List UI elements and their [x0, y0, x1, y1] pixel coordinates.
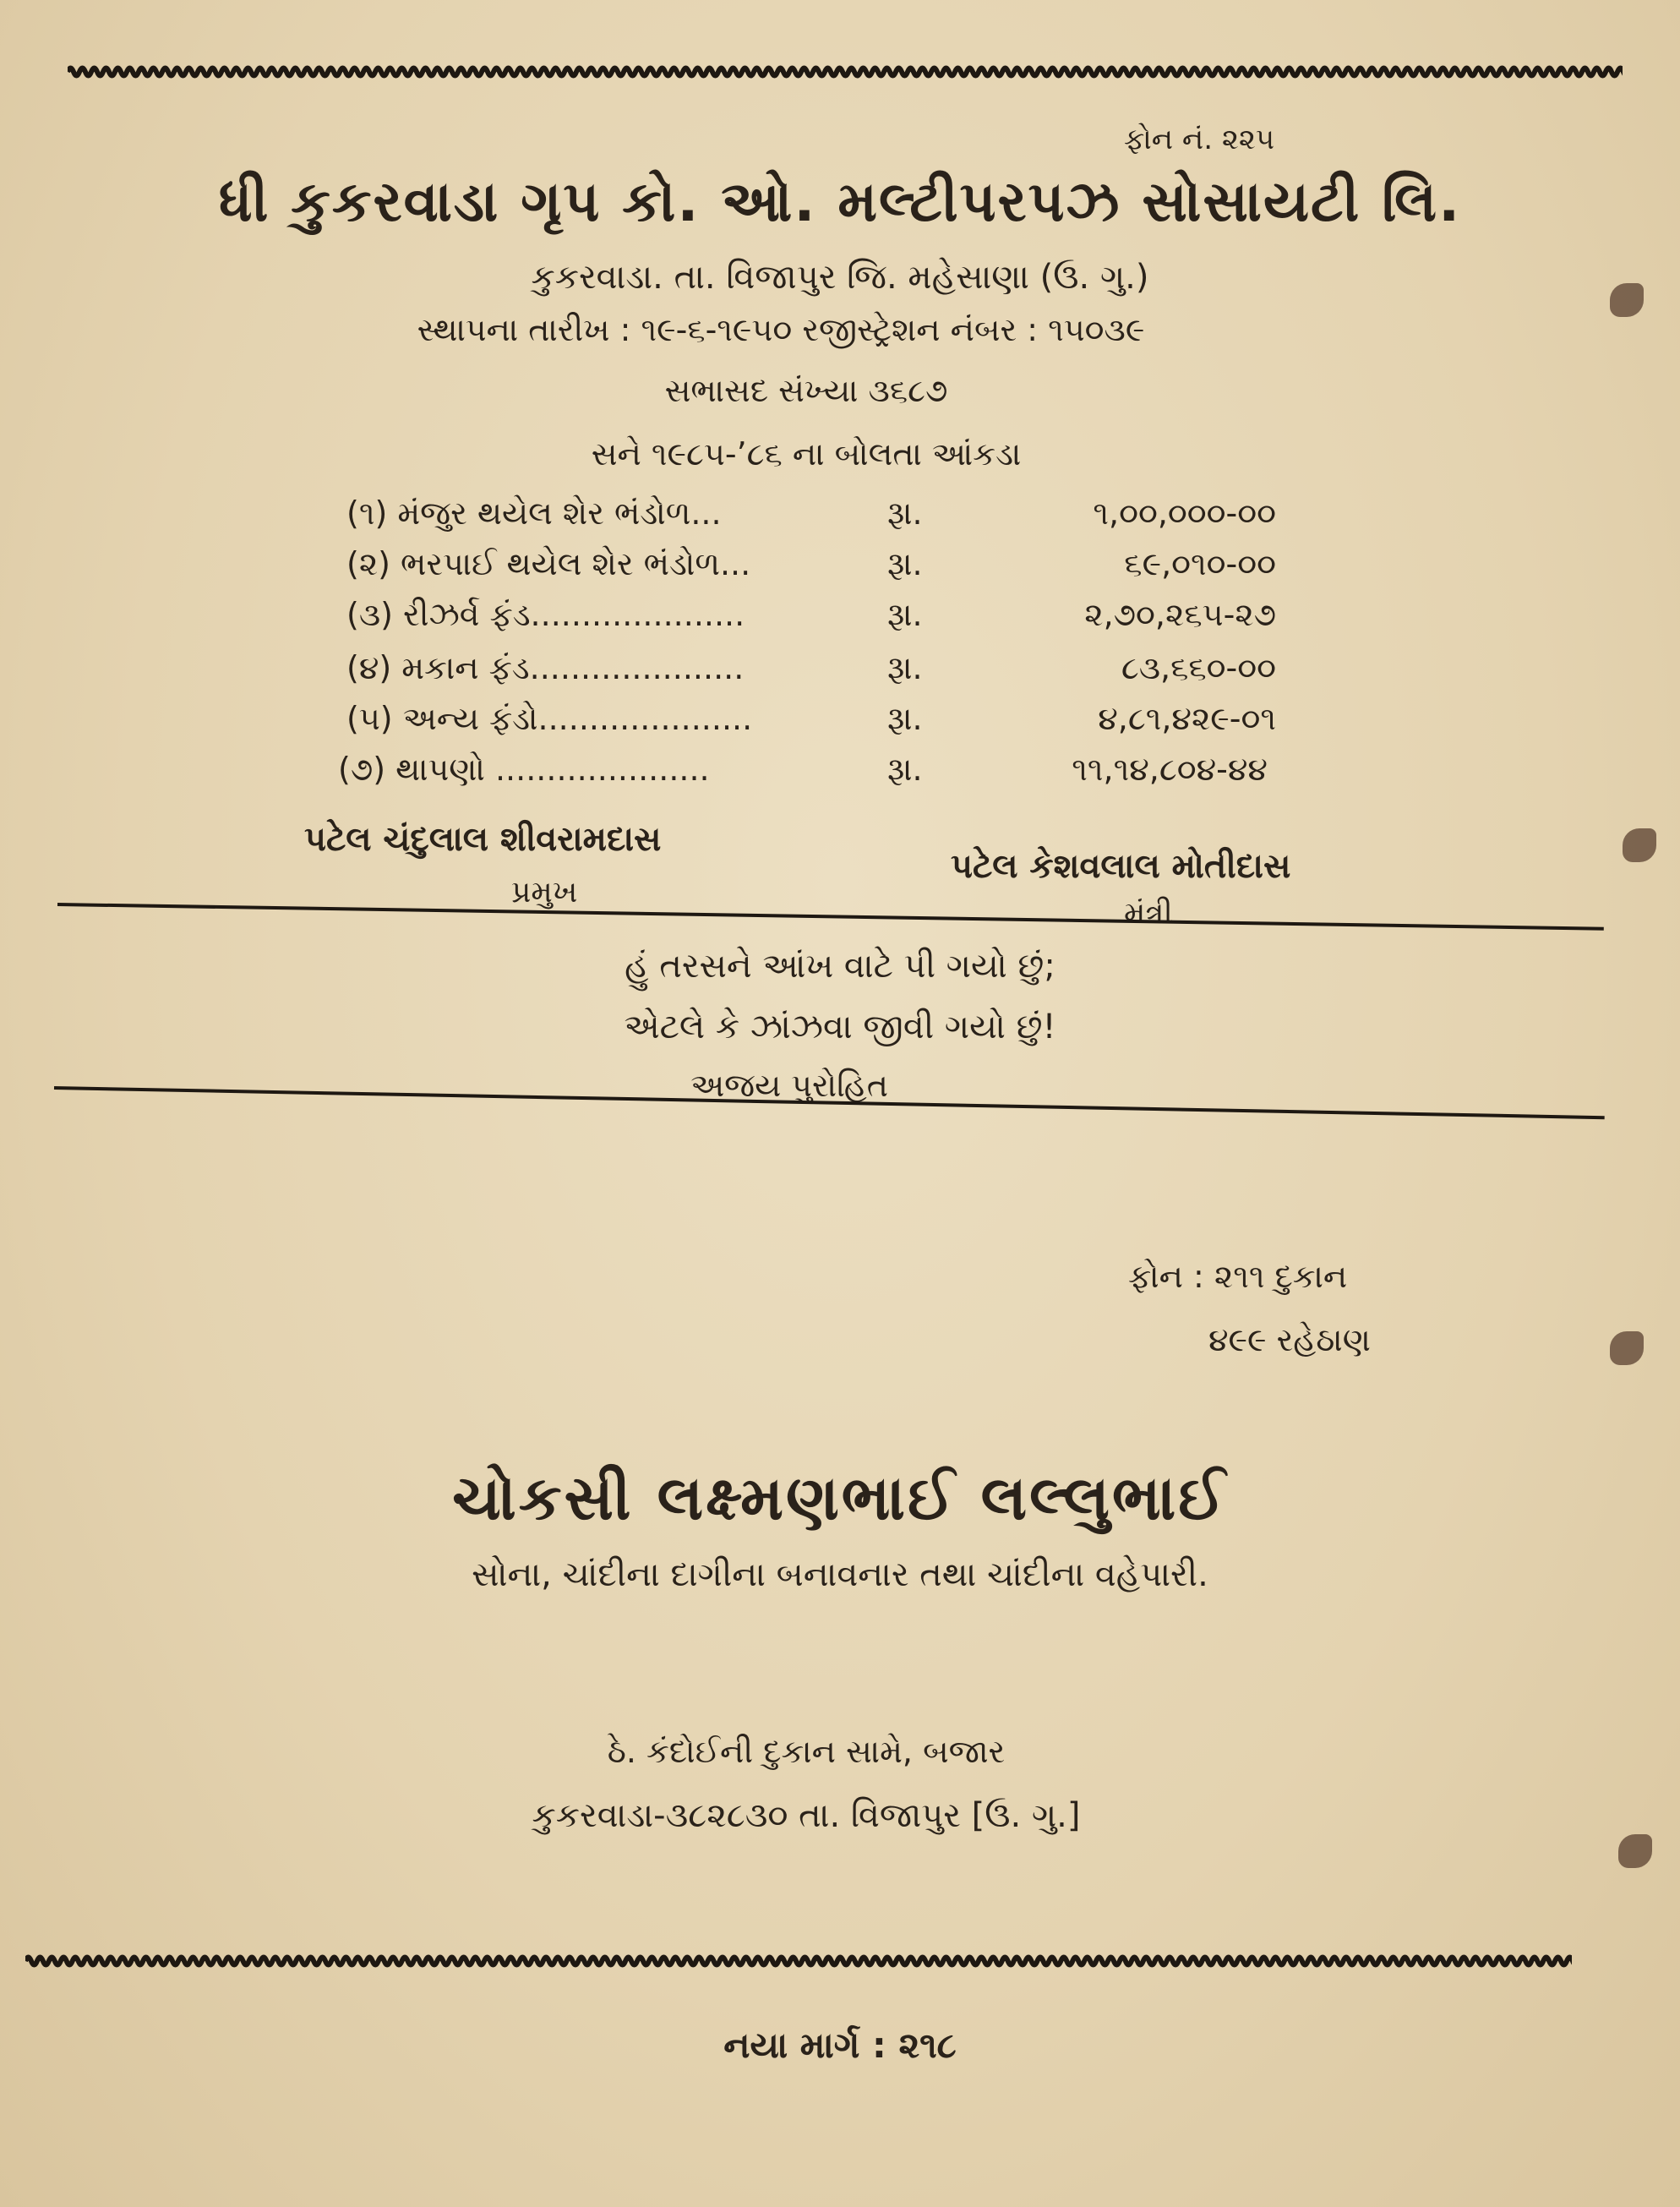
society-address: કુકરવાડા. તા. વિજાપુર જિ. મહેસાણા (ઉ. ગુ.) [531, 258, 1149, 297]
established-line: સ્થાપના તારીખ : ૧૯-૬-૧૯૫૦ રજીસ્ટ્રેશન નંબર : ૧૫૦૩૯ [417, 311, 1145, 348]
figure-amount: ૧૧,૧૪,૮૦૪-૪૪ [1072, 751, 1268, 788]
figure-label: (૩) રીઝર્વ ફંડ..................... [346, 596, 745, 633]
secretary-role: મંત્રી [1124, 896, 1173, 931]
figure-amount: ૮૩,૬૬૦-૦૦ [1121, 649, 1276, 686]
society-title: ધી કુકરવાડા ગૃપ કો. ઓ. મલ્ટીપરપઝ સોસાયટી લિ. [218, 169, 1462, 234]
members-count: સભાસદ સંખ્યા ૩૬૮૭ [664, 372, 948, 409]
punch-hole-mark [1618, 1834, 1652, 1868]
figure-row [338, 751, 1268, 798]
figure-label: (૭) થાપણો ..................... [338, 751, 710, 788]
shop-tagline: સોના, ચાંદીના દાગીના બનાવનાર તથા ચાંદીના વહેપારી. [472, 1555, 1208, 1594]
figures-heading: સને ૧૯૮૫-’૮૬ ના બોલતા આંકડા [591, 435, 1022, 473]
figure-currency: રૂા. [887, 596, 923, 633]
figure-row [346, 700, 1276, 747]
poem-author: અજય પુરોહિત [690, 1067, 888, 1104]
page-footer: નયા માર્ગ : ૨૧૮ [723, 2024, 957, 2066]
header-phone: ફોન નં. ૨૨૫ [1124, 123, 1275, 156]
figure-label: (૫) અન્ય ફંડો..................... [346, 700, 753, 737]
shop-name: ચોકસી લક્ષ્મણભાઈ લલ્લુભાઈ [452, 1462, 1228, 1533]
figure-row [346, 545, 1276, 593]
home-phone: ૪૯૯ રહેઠાણ [1208, 1321, 1371, 1358]
figure-row [346, 596, 1276, 643]
figure-label: (૪) મકાન ફંડ..................... [346, 649, 745, 686]
poem-line-2: એટલે કે ઝાંઝવા જીવી ગયો છું! [624, 1008, 1056, 1046]
figure-row [346, 494, 1276, 542]
figure-currency: રૂા. [887, 649, 923, 686]
bottom-wavy-border [25, 1948, 1572, 1974]
figure-currency: રૂા. [887, 700, 923, 737]
figure-amount: ૨,૭૦,૨૬૫-૨૭ [1084, 596, 1276, 633]
shop-phone: ફોન : ૨૧૧ દુકાન [1128, 1258, 1348, 1295]
figure-currency: રૂા. [887, 751, 923, 788]
figure-label: (૨) ભરપાઈ થયેલ શેર ભંડોળ... [346, 545, 751, 582]
figure-currency: રૂા. [887, 494, 923, 532]
figure-row [346, 649, 1276, 697]
figure-currency: રૂા. [887, 545, 923, 582]
punch-hole-mark [1610, 1331, 1644, 1365]
president-name: પટેલ ચંદુલાલ શીવરામદાસ [304, 820, 662, 859]
punch-hole-mark [1623, 828, 1656, 862]
figure-label: (૧) મંજુર થયેલ શેર ભંડોળ... [346, 494, 722, 532]
poem-line-1: હું તરસને આંખ વાટે પી ગયો છું; [625, 947, 1055, 986]
shop-address-1: ઠે. કંદોઈની દુકાન સામે, બજાર [607, 1733, 1006, 1770]
top-wavy-border [68, 59, 1623, 85]
figure-amount: ૬૯,૦૧૦-૦૦ [1124, 545, 1276, 582]
figure-amount: ૪,૮૧,૪૨૯-૦૧ [1098, 700, 1276, 737]
punch-hole-mark [1610, 283, 1644, 317]
figure-amount: ૧,૦૦,૦૦૦-૦૦ [1093, 494, 1276, 532]
shop-address-2: કુકરવાડા-૩૮૨૮૩૦ તા. વિજાપુર [ઉ. ગુ.] [532, 1796, 1081, 1835]
secretary-name: પટેલ કેશવલાલ મોતીદાસ [951, 847, 1291, 886]
president-role: પ્રમુખ [511, 875, 578, 910]
